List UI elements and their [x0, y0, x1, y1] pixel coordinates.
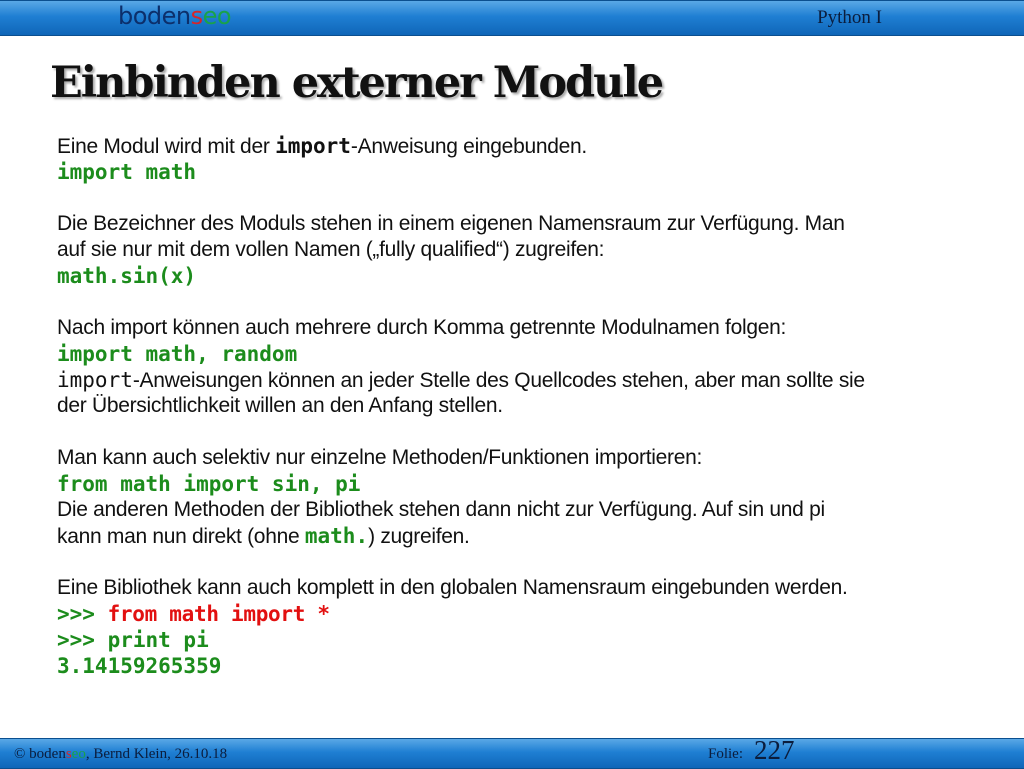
code-highlight: from math import *	[107, 602, 330, 626]
paragraph-line	[57, 523, 987, 549]
text: -Anweisungen können an jeder Stelle des Quellcodes stehen, aber man sollte sie	[132, 369, 865, 392]
code-line	[57, 601, 987, 627]
spacer	[57, 185, 987, 211]
slide-title: Einbinden externer Module	[50, 58, 663, 108]
copyright-symbol: ©	[14, 746, 30, 762]
slide-number-label: Folie:	[708, 746, 744, 762]
code-output: 3.14159265359	[57, 654, 222, 678]
text: -Anweisung eingebunden.	[350, 135, 587, 158]
footer-logo-part-1: boden	[29, 746, 66, 762]
footer-logo-part-2: s	[65, 746, 72, 762]
paragraph-line: Die anderen Methoden der Bibliothek stehen dann nicht zur Verfügung. Auf sin und pi	[57, 498, 825, 521]
paragraph-line: auf sie nur mit dem vollen Namen („fully qualified“) zugreifen:	[57, 238, 605, 261]
paragraph-line: Nach import können auch mehrere durch Komma getrennte Modulnamen folgen:	[57, 316, 786, 339]
paragraph-line: Eine Bibliothek kann auch komplett in den globalen Namensraum eingebunden werden.	[57, 576, 848, 599]
footer-logo-part-3: eo	[71, 746, 86, 762]
code-line: from math import sin, pi	[57, 472, 361, 496]
text: kann man nun direkt (ohne	[57, 525, 305, 548]
paragraph-line	[57, 367, 987, 393]
inline-code: import	[275, 134, 351, 158]
prompt: >>>	[57, 602, 108, 626]
slide-content	[57, 133, 987, 679]
logo-part-3: eo	[202, 2, 232, 30]
footer-copyright	[14, 746, 227, 763]
code-line: import math, random	[57, 342, 298, 366]
text: Eine Modul wird mit der	[57, 135, 276, 158]
paragraph-line	[57, 133, 987, 159]
code-line: math.sin(x)	[57, 264, 197, 288]
logo-part-1: boden	[118, 2, 191, 30]
text: ) zugreifen.	[368, 525, 470, 548]
spacer	[57, 419, 987, 445]
inline-code: import	[57, 368, 133, 392]
bodenseo-logo	[118, 2, 231, 30]
paragraph-line: Die Bezeichner des Moduls stehen in einem eigenen Namensraum zur Verfügung. Man	[57, 212, 845, 235]
logo-part-2: s	[190, 2, 203, 30]
footer-author-date: , Bernd Klein, 26.10.18	[85, 746, 228, 762]
inline-code: math.	[304, 524, 369, 548]
code-line: >>> print pi	[57, 628, 209, 652]
spacer	[57, 549, 987, 575]
code-line: import math	[57, 160, 197, 184]
course-title: Python I	[817, 7, 882, 28]
paragraph-line: Man kann auch selektiv nur einzelne Methoden/Funktionen importieren:	[57, 446, 702, 469]
slide-number: 227	[754, 735, 795, 765]
spacer	[57, 289, 987, 315]
paragraph-line: der Übersichtlichkeit willen an den Anfang stellen.	[57, 394, 503, 417]
